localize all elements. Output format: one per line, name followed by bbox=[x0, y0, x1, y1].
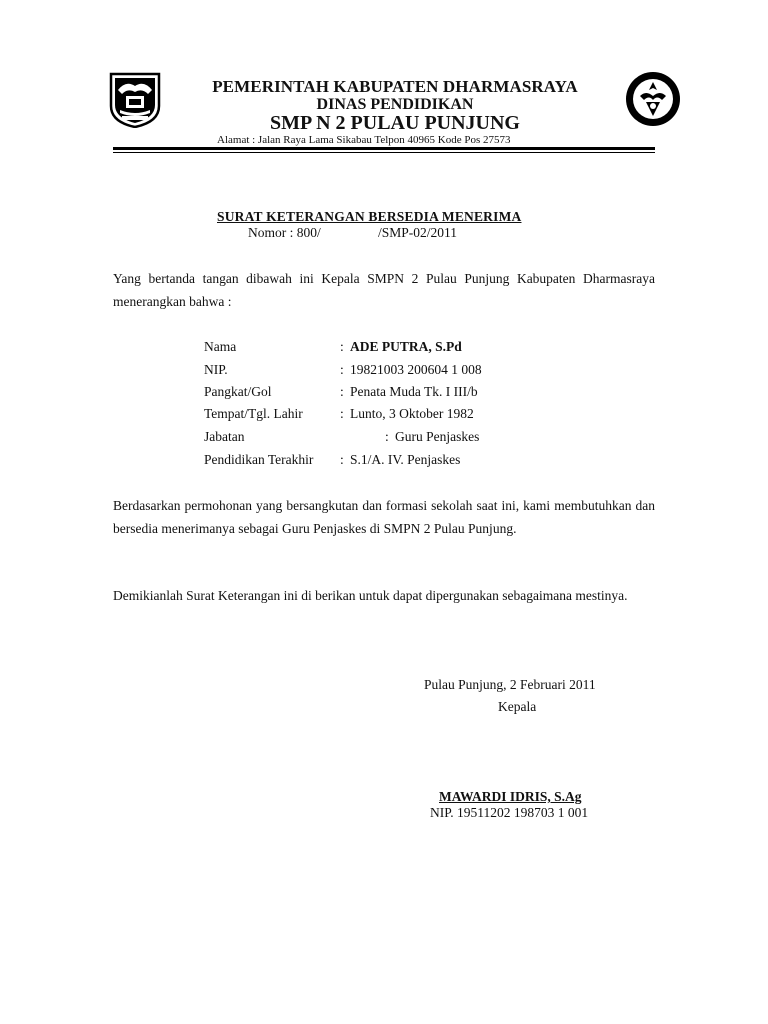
place-date: Pulau Punjung, 2 Februari 2011 bbox=[424, 677, 596, 692]
signer-name: MAWARDI IDRIS, S.Ag bbox=[439, 789, 582, 804]
closing-paragraph: Demikianlah Surat Keterangan ini di berikan untuk dapat dipergunakan sebagaimana mestinya. bbox=[113, 588, 628, 603]
letter-title: SURAT KETERANGAN BERSEDIA MENERIMA bbox=[217, 209, 522, 224]
header-rule-thick bbox=[113, 147, 655, 150]
header-department: DINAS PENDIDIKAN bbox=[316, 96, 474, 113]
field-separator: : bbox=[340, 452, 344, 467]
header-rule-thin bbox=[113, 152, 655, 153]
field-label: NIP. bbox=[204, 362, 228, 377]
header-government: PEMERINTAH KABUPATEN DHARMASRAYA bbox=[212, 77, 578, 96]
letter-number bbox=[248, 225, 458, 241]
field-separator: : bbox=[340, 384, 344, 399]
letter-number-suffix: /SMP-02/2011 bbox=[378, 225, 458, 240]
signer-nip: NIP. 19511202 198703 1 001 bbox=[430, 805, 589, 820]
header-address: Alamat : Jalan Raya Lama Sikabau Telpon 40965 Kode Pos 27573 bbox=[217, 134, 511, 146]
field-value: S.1/A. IV. Penjaskes bbox=[350, 452, 461, 467]
field-label: Pangkat/Gol bbox=[204, 384, 272, 399]
field-separator: : bbox=[340, 362, 344, 377]
field-label: Jabatan bbox=[204, 429, 245, 444]
header-school: SMP N 2 PULAU PUNJUNG bbox=[270, 112, 520, 134]
field-value: ADE PUTRA, S.Pd bbox=[350, 339, 462, 354]
field-label: Tempat/Tgl. Lahir bbox=[204, 406, 303, 421]
field-separator: : bbox=[340, 339, 344, 354]
field-label: Pendidikan Terakhir bbox=[204, 452, 314, 467]
field-value: Penata Muda Tk. I III/b bbox=[350, 384, 478, 399]
body-paragraph: Berdasarkan permohonan yang bersangkutan dan formasi sekolah saat ini, kami membutuhkan dan bersedia menerimanya sebagai Guru Penjaskes di SMPN 2 Pulau Punjung. bbox=[113, 498, 655, 536]
field-value: Lunto, 3 Oktober 1982 bbox=[350, 406, 474, 421]
field-separator: : bbox=[340, 406, 344, 421]
tut-wuri-handayani-emblem-icon bbox=[624, 70, 682, 128]
field-value: Guru Penjaskes bbox=[395, 429, 480, 444]
regency-emblem-icon bbox=[108, 72, 162, 128]
field-value: 19821003 200604 1 008 bbox=[350, 362, 482, 377]
signer-position: Kepala bbox=[498, 699, 537, 714]
letter-number-prefix: Nomor : 800/ bbox=[248, 225, 321, 240]
field-separator: : bbox=[385, 429, 389, 444]
field-label: Nama bbox=[204, 339, 237, 354]
intro-paragraph: Yang bertanda tangan dibawah ini Kepala SMPN 2 Pulau Punjung Kabupaten Dharmasraya menerangkan bahwa : bbox=[113, 271, 655, 309]
